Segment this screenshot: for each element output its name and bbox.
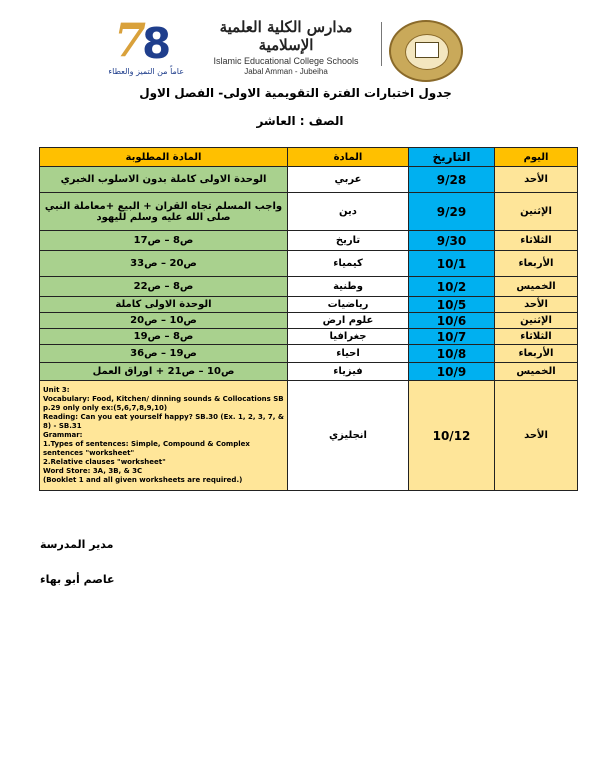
- requirement-cell: ص8 – ص17: [40, 231, 288, 251]
- date-cell: 10/12: [409, 381, 495, 491]
- english-req-line: 1.Types of sentences: Simple, Compound & Complex sentences "worksheet": [43, 440, 250, 457]
- subject-cell: رياضيات: [288, 297, 409, 313]
- day-cell: الخميس: [495, 277, 578, 297]
- english-requirement-cell: [40, 381, 288, 491]
- english-req-line: Word Store: 3A, 3B, & 3C: [43, 467, 143, 475]
- day-cell: الخميس: [495, 363, 578, 381]
- principal-name: عاصم أبو بهاء: [40, 573, 115, 586]
- date-cell: 10/2: [409, 277, 495, 297]
- date-cell: 10/8: [409, 345, 495, 363]
- day-cell: الأربعاء: [495, 345, 578, 363]
- principal-role: مدير المدرسة: [40, 538, 114, 551]
- anniversary-logo: [108, 13, 184, 81]
- date-cell: 10/5: [409, 297, 495, 313]
- requirement-cell: واجب المسلم تجاه القران + البيع +معاملة النبي صلى الله عليه وسلم لليهود: [40, 193, 288, 231]
- table-row: [40, 251, 578, 277]
- subject-cell: كيمياء: [288, 251, 409, 277]
- requirement-cell: ص20 – ص33: [40, 251, 288, 277]
- header-subject: المادة: [288, 148, 409, 167]
- date-cell: 9/30: [409, 231, 495, 251]
- table-header-row: [40, 148, 578, 167]
- date-cell: 9/28: [409, 167, 495, 193]
- header-day: اليوم: [495, 148, 578, 167]
- table-row: [40, 277, 578, 297]
- grade-label: الصف : العاشر: [256, 114, 344, 128]
- table-row: [40, 345, 578, 363]
- table-row: [40, 167, 578, 193]
- requirement-cell: ص10 – ص20: [40, 313, 288, 329]
- requirement-cell: ص8 – ص19: [40, 329, 288, 345]
- english-req-line: Reading: Can you eat yourself happy? SB.30 (Ex. 1, 2, 3, 7, & 8) - SB.31: [43, 413, 285, 430]
- table-row: [40, 329, 578, 345]
- day-cell: الأحد: [495, 297, 578, 313]
- table-row-english: [40, 381, 578, 491]
- english-req-line: Grammar:: [43, 431, 83, 439]
- header-divider: [381, 22, 382, 66]
- english-req-line: Unit 3:: [43, 386, 70, 394]
- date-cell: 10/9: [409, 363, 495, 381]
- subject-cell: احياء: [288, 345, 409, 363]
- school-location: Jabal Amman - Jubeiha: [244, 67, 328, 76]
- day-cell: الإثنين: [495, 313, 578, 329]
- date-cell: 10/7: [409, 329, 495, 345]
- subject-cell: انجليزي: [288, 381, 409, 491]
- page-header: [0, 0, 591, 100]
- exam-schedule-table: [39, 147, 578, 491]
- requirement-cell: ص8 – ص22: [40, 277, 288, 297]
- day-cell: الأحد: [495, 381, 578, 491]
- table-row: [40, 193, 578, 231]
- page-title: جدول اختبارات الفترة التقويمية الاولى- الفصل الاول: [139, 86, 452, 100]
- subject-cell: وطنية: [288, 277, 409, 297]
- header-date: التاريخ: [409, 148, 495, 167]
- school-name-arabic: مدارس الكلية العلمية الإسلامية: [219, 18, 353, 54]
- book-icon: [415, 42, 439, 58]
- header-requirement: المادة المطلوبة: [40, 148, 288, 167]
- requirement-cell: الوحدة الاولى كاملة: [40, 297, 288, 313]
- table-row: [40, 313, 578, 329]
- table-row: [40, 297, 578, 313]
- english-req-line: 2.Relative clauses "worksheet": [43, 458, 166, 466]
- date-cell: 9/29: [409, 193, 495, 231]
- school-name-block: [196, 18, 376, 76]
- english-req-line: (Booklet 1 and all given worksheets are required.): [43, 476, 243, 484]
- anniversary-digit-7: 7: [114, 13, 147, 67]
- table-row: [40, 231, 578, 251]
- subject-cell: علوم ارض: [288, 313, 409, 329]
- english-req-line: Vocabulary: Food, Kitchen/ dinning sounds & Collocations SB p.29 only only ex:(5,6,7,8,9,10): [43, 395, 284, 412]
- day-cell: الأربعاء: [495, 251, 578, 277]
- subject-cell: فيزياء: [288, 363, 409, 381]
- subject-cell: جغرافيا: [288, 329, 409, 345]
- day-cell: الإثنين: [495, 193, 578, 231]
- anniversary-digit-8: 8: [142, 19, 172, 68]
- requirement-cell: ص19 – ص36: [40, 345, 288, 363]
- requirement-cell: ص10 – ص21 + اوراق العمل: [40, 363, 288, 381]
- day-cell: الأحد: [495, 167, 578, 193]
- subject-cell: دين: [288, 193, 409, 231]
- date-cell: 10/1: [409, 251, 495, 277]
- school-emblem-icon: [389, 20, 463, 82]
- day-cell: الثلاثاء: [495, 329, 578, 345]
- requirement-cell: الوحدة الاولى كاملة بدون الاسلوب الخبري: [40, 167, 288, 193]
- day-cell: الثلاثاء: [495, 231, 578, 251]
- subject-cell: عربي: [288, 167, 409, 193]
- subject-cell: تاريخ: [288, 231, 409, 251]
- table-row: [40, 363, 578, 381]
- date-cell: 10/6: [409, 313, 495, 329]
- anniversary-caption: عاماً من التميز والعطاء: [108, 67, 184, 76]
- school-name-english: Islamic Educational College Schools: [213, 56, 359, 66]
